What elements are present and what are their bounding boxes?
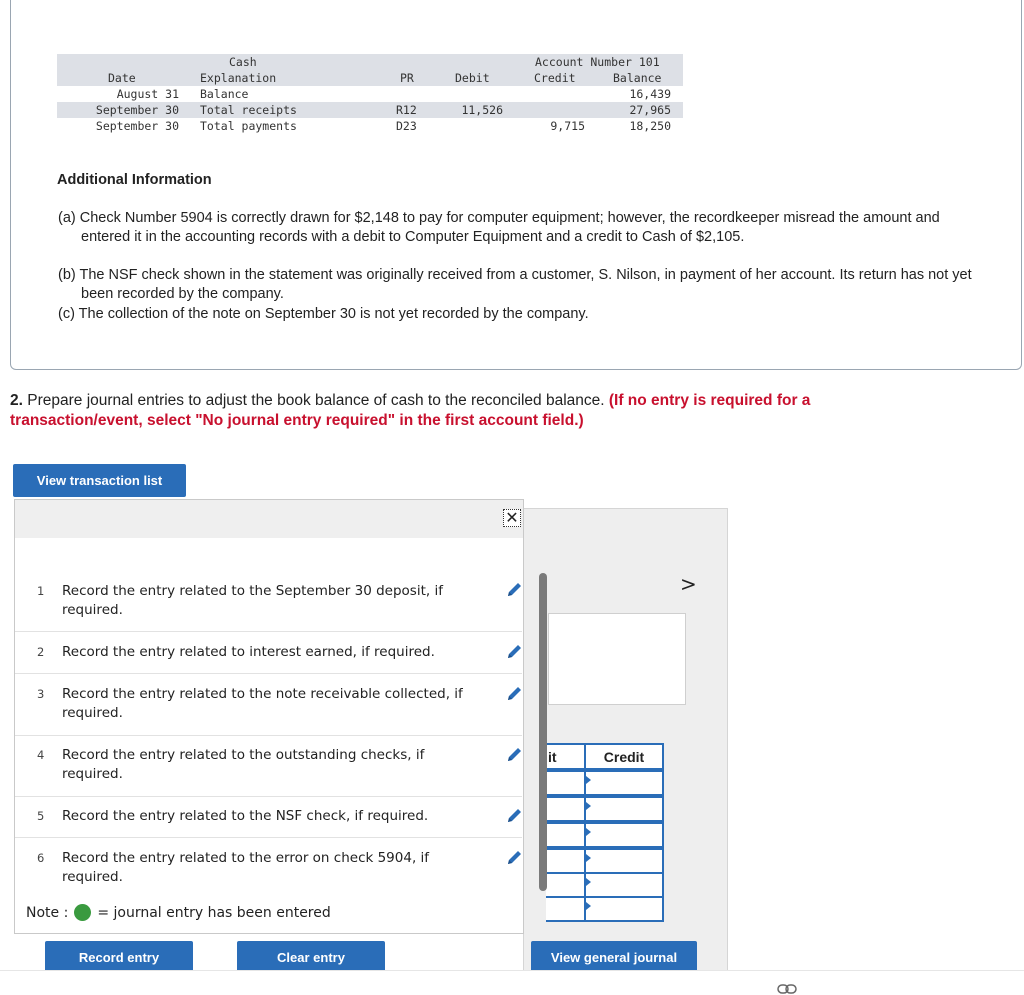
transaction-item-4[interactable] [15,746,522,797]
ledger-date: August 31 [116,87,179,101]
debit-column-header: it [540,743,586,770]
close-icon[interactable]: ✕ [503,509,521,527]
ledger-balance: 27,965 [629,103,671,117]
ledger-header-debit: Debit [455,71,490,85]
transaction-number: 3 [37,687,45,701]
transaction-item-3[interactable] [15,685,522,736]
credit-input[interactable] [584,848,664,874]
ledger-header-credit: Credit [534,71,576,85]
ledger-balance: 16,439 [629,87,671,101]
link-icon[interactable] [764,983,814,995]
additional-info-item-b: (b) The NSF check shown in the statement was originally received from a customer, S. Nilson, in payment of her account. Its return has not yet been recorded by the company. [58,267,972,302]
additional-info-item-c: (c) The collection of the note on September 30 is not yet recorded by the company. [58,306,589,322]
transaction-item-2[interactable] [15,643,522,674]
debit-input[interactable] [546,872,586,898]
question-instruction: (If no entry is required for a transaction/event, select "No journal entry required" in the first account field.) [10,392,811,429]
cell-marker-icon [586,878,591,886]
note-suffix: = journal entry has been entered [97,904,331,921]
ledger-date: September 30 [95,103,179,117]
credit-input[interactable] [584,896,664,922]
cash-ledger [57,54,683,134]
ledger-credit: 9,715 [550,119,585,133]
ledger-account-number: Account Number 101 [535,55,660,69]
question-prompt [10,391,940,431]
edit-pencil-icon[interactable] [506,580,524,598]
ledger-balance: 18,250 [629,119,671,133]
debit-input[interactable] [546,770,586,796]
ledger-row [57,118,683,134]
ledger-header-balance: Balance [613,71,662,85]
debit-input[interactable] [546,796,586,822]
edit-pencil-icon[interactable] [506,684,524,702]
transaction-item-5[interactable] [15,807,522,838]
debit-input[interactable] [546,896,586,922]
ledger-explanation: Total receipts [200,103,297,117]
debit-input[interactable] [546,822,586,848]
ledger-row [57,102,683,118]
edit-pencil-icon[interactable] [506,806,524,824]
ledger-header-row-1 [57,54,683,70]
credit-input[interactable] [584,822,664,848]
transaction-number: 4 [37,748,45,762]
edit-pencil-icon[interactable] [506,848,524,866]
view-general-journal-button[interactable]: View general journal [531,941,697,973]
cell-marker-icon [586,802,591,810]
cell-marker-icon [586,902,591,910]
edit-pencil-icon[interactable] [506,745,524,763]
view-transaction-list-button[interactable]: View transaction list [13,464,186,497]
journal-entry-description-box [548,613,686,705]
ledger-date: September 30 [95,119,179,133]
transaction-text: Record the entry related to the error on check 5904, if required. [62,850,430,885]
transaction-text: Record the entry related to the outstanding checks, if required. [62,747,425,782]
transaction-item-6[interactable] [15,849,522,897]
ledger-header-pr: PR [400,71,414,85]
page-footer-strip [0,970,1024,995]
ledger-row [57,86,683,102]
transaction-text: Record the entry related to the NSF check, if required. [62,808,429,824]
transaction-number: 2 [37,645,45,659]
credit-input[interactable] [584,770,664,796]
credit-column-header: Credit [584,743,664,770]
transaction-number: 5 [37,809,45,823]
cell-marker-icon [586,828,591,836]
ledger-header-date: Date [108,71,136,85]
additional-info-item-a: (a) Check Number 5904 is correctly drawn for $2,148 to pay for computer equipment; however, the recordkeeper misread the amount and entered it in the accounting records with a debit to Computer Equipment and a credit to Cash of $2,105. [58,210,940,245]
cell-marker-icon [586,776,591,784]
ledger-pr: R12 [396,103,417,117]
credit-input[interactable] [584,872,664,898]
credit-input[interactable] [584,796,664,822]
additional-info-title: Additional Information [57,172,212,188]
note-prefix: Note : [26,904,69,921]
ledger-header-explanation: Explanation [200,71,277,85]
transaction-text: Record the entry related to interest earned, if required. [62,644,435,660]
record-entry-button[interactable]: Record entry [45,941,193,973]
ledger-pr: D23 [396,119,417,133]
question-text: Prepare journal entries to adjust the book balance of cash to the reconciled balance. [22,392,609,409]
ledger-explanation: Balance [200,87,249,101]
edit-pencil-icon[interactable] [506,642,524,660]
transaction-list-header [15,500,523,538]
debit-input[interactable] [546,848,586,874]
question-number: 2. [10,392,23,409]
ledger-header-row-2 [57,70,683,86]
transaction-number: 6 [37,851,45,865]
transaction-text: Record the entry related to the note receivable collected, if required. [62,686,463,721]
ledger-explanation: Total payments [200,119,297,133]
entry-status-note [26,904,331,921]
transaction-text: Record the entry related to the September 30 deposit, if required. [62,583,443,618]
entered-status-dot-icon [74,904,91,921]
transaction-list-scrollbar[interactable] [539,573,547,891]
cell-marker-icon [586,854,591,862]
transaction-number: 1 [37,584,45,598]
ledger-debit: 11,526 [461,103,503,117]
ledger-account-name: Cash [229,55,257,69]
transaction-item-1[interactable] [15,582,522,632]
clear-entry-button[interactable]: Clear entry [237,941,385,973]
next-entry-arrow-icon[interactable]: > [680,572,697,596]
